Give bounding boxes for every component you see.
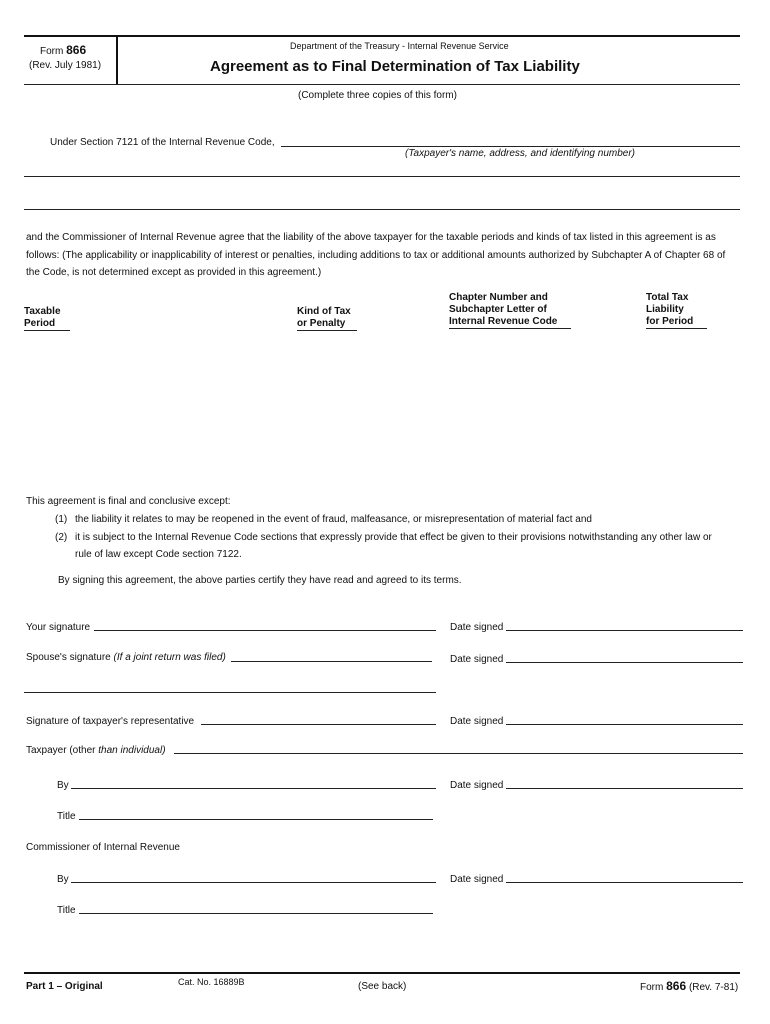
col-chapter-line3: Internal Revenue Code [449, 316, 571, 329]
header-bottom-rule [24, 84, 740, 85]
col-kind-of-tax [297, 306, 357, 331]
footer-part: Part 1 – Original [26, 981, 103, 992]
taxpayer-other-text: Taxpayer (other [26, 745, 96, 756]
date-signed-field-1[interactable] [506, 630, 743, 631]
agreement-paragraph: and the Commissioner of Internal Revenue agree that the liability of the above taxpayer for the taxable periods and kinds of tax listed in this agreement is as follows: (The applicability or inapplicability of interest or penalties, including additions to tax or additional amounts authorized by Subchapter A of Chapter 68 of the Code, is not determined except as provided in this agreement.) [26, 232, 726, 278]
by-field-2[interactable] [71, 882, 436, 883]
by-label-1: By [57, 780, 69, 791]
col-kind-of-tax-line2: or Penalty [297, 318, 357, 331]
col-total-tax-line1: Total Tax [646, 292, 689, 303]
taxpayer-other-italic: than individual) [98, 745, 166, 756]
condition-2-text-line1: it is subject to the Internal Revenue Code sections that expressly provide that effect be given to their provisions notwithstanding any other law or [75, 532, 712, 543]
your-signature-label: Your signature [26, 622, 91, 633]
footer-rule [24, 972, 740, 974]
col-chapter-line1: Chapter Number and [449, 292, 548, 303]
footer-form-number: 866 [666, 979, 687, 993]
spouse-signature-label [26, 652, 226, 664]
col-kind-of-tax-line1: Kind of Tax [297, 306, 351, 317]
form-revision: (Rev. July 1981) [29, 60, 102, 71]
footer-cat-no: Cat. No. 16889B [178, 977, 245, 987]
date-signed-label-2: Date signed [450, 654, 504, 665]
form-number: 866 [66, 43, 87, 57]
your-signature-field[interactable] [94, 630, 436, 631]
title-label-2: Title [57, 905, 76, 916]
by-field-1[interactable] [71, 788, 436, 789]
taxpayer-other-field[interactable] [174, 753, 743, 754]
date-signed-label-3: Date signed [450, 716, 504, 727]
date-signed-label-4: Date signed [450, 780, 504, 791]
date-signed-field-5[interactable] [506, 882, 743, 883]
condition-2-number: (2) [55, 532, 68, 543]
additional-signature-field[interactable] [24, 692, 436, 693]
footer-form-label: Form [640, 982, 664, 993]
col-chapter [449, 292, 571, 329]
taxpayer-address-field-2[interactable] [24, 209, 740, 210]
condition-1-number: (1) [55, 514, 68, 525]
footer-see-back: (See back) [358, 981, 407, 992]
spouse-signature-field[interactable] [231, 661, 432, 662]
under-section-text: Under Section 7121 of the Internal Revenue Code, [50, 137, 275, 148]
form-title: Agreement as to Final Determination of Tax Liability [210, 58, 580, 75]
commissioner-label: Commissioner of Internal Revenue [26, 842, 180, 853]
representative-signature-field[interactable] [201, 724, 436, 725]
taxpayer-other-label [26, 745, 166, 757]
date-signed-field-4[interactable] [506, 788, 743, 789]
taxpayer-field-caption: (Taxpayer's name, address, and identifying number) [405, 148, 635, 159]
date-signed-field-2[interactable] [506, 662, 743, 663]
col-total-tax-line3: for Period [646, 316, 707, 329]
col-taxable-period [24, 306, 70, 331]
date-signed-field-3[interactable] [506, 724, 743, 725]
agency-name: Department of the Treasury - Internal Revenue Service [290, 41, 509, 51]
form-label: Form [40, 46, 64, 57]
spouse-signature-note: (If a joint return was filed) [113, 652, 226, 663]
footer-form-id [640, 980, 738, 994]
representative-signature-label: Signature of taxpayer's representative [26, 716, 195, 727]
col-taxable-period-line1: Taxable [24, 306, 61, 317]
taxpayer-name-field[interactable] [281, 146, 740, 147]
col-total-tax [646, 292, 707, 329]
form-number-label [40, 44, 86, 58]
spouse-signature-text: Spouse's signature [26, 652, 111, 663]
date-signed-label-5: Date signed [450, 874, 504, 885]
col-taxable-period-line2: Period [24, 318, 70, 331]
title-field-1[interactable] [79, 819, 433, 820]
condition-1-text: the liability it relates to may be reopened in the event of fraud, malfeasance, or misrepresentation of material fact and [75, 514, 592, 525]
footer-revision: (Rev. 7-81) [688, 982, 739, 993]
condition-2-text-line2: rule of law except Code section 7122. [75, 549, 242, 560]
header-top-rule [24, 35, 740, 37]
title-label-1: Title [57, 811, 76, 822]
col-total-tax-line2: Liability [646, 304, 684, 315]
by-label-2: By [57, 874, 69, 885]
col-chapter-line2: Subchapter Letter of [449, 304, 547, 315]
conditions-intro: This agreement is final and conclusive except: [26, 496, 231, 507]
title-field-2[interactable] [79, 913, 433, 914]
taxpayer-address-field-1[interactable] [24, 176, 740, 177]
certify-text: By signing this agreement, the above parties certify they have read and agreed to its terms. [58, 575, 462, 586]
date-signed-label-1: Date signed [450, 622, 504, 633]
form-subtitle: (Complete three copies of this form) [298, 90, 457, 101]
